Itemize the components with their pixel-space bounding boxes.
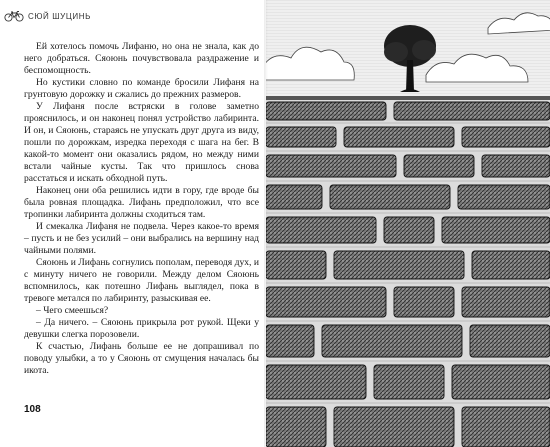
body-text (24, 41, 259, 377)
page-number: 108 (24, 404, 41, 415)
running-header (4, 9, 91, 23)
paragraph: Сяоюнь и Лифань согнулись пополам, переводя дух, и с минуту ничего не говорили. Между делом Сяоюнь вспомнилось, как потешно Лифань выглядел, пока в тревоге метался по лабиринту, разыскивая ее. (24, 257, 259, 304)
book-title: СЮЙ ШУЦИНЬ (28, 11, 91, 21)
illustration-canvas (266, 0, 550, 447)
paragraph: И смекалка Лифаня не подвела. Через какое-то время – пусть и не без усилий – они выбрались на вершину над чайными полями. (24, 221, 259, 256)
bicycle-icon (4, 10, 24, 22)
paragraph: У Лифаня после встряски в голове заметно прояснилось, и он наконец понял устройство лабиринта. И он, и Сяоюнь, стараясь не упускать друг друга из виду, пошли по дорожкам, изредка переходя с шага на бег. В какой-то момент они оказались рядом, но между ними встали чайные кусты. Так что пришлось снова расстаться и искать обходной путь. (24, 101, 259, 184)
maze-illustration (266, 0, 550, 447)
dialogue-line: – Да ничего. – Сяоюнь прикрыла рот рукой. Щеки у девушки слегка порозовели. (24, 317, 259, 340)
paragraph: К счастью, Лифань больше ее не допрашивал по поводу улыбки, а то у Сяоюнь от смущения началась бы икота. (24, 341, 259, 376)
text-page (0, 0, 266, 447)
paragraph: Но кустики словно по команде бросили Лифаня на грунтовую дорожку и сжались до прежних размеров. (24, 77, 259, 100)
paragraph: Наконец они оба решились идти в гору, где вроде бы была ровная площадка. Лифань предположил, что все тропинки лабиринта должны сходиться там. (24, 185, 259, 220)
dialogue-line: – Чего смеешься? (36, 305, 109, 316)
paragraph: Ей хотелось помочь Лифаню, но она не знала, как до него добраться. Сяоюнь почувствовала раздражение и беспомощность. (24, 41, 259, 76)
page-gutter (264, 0, 268, 447)
